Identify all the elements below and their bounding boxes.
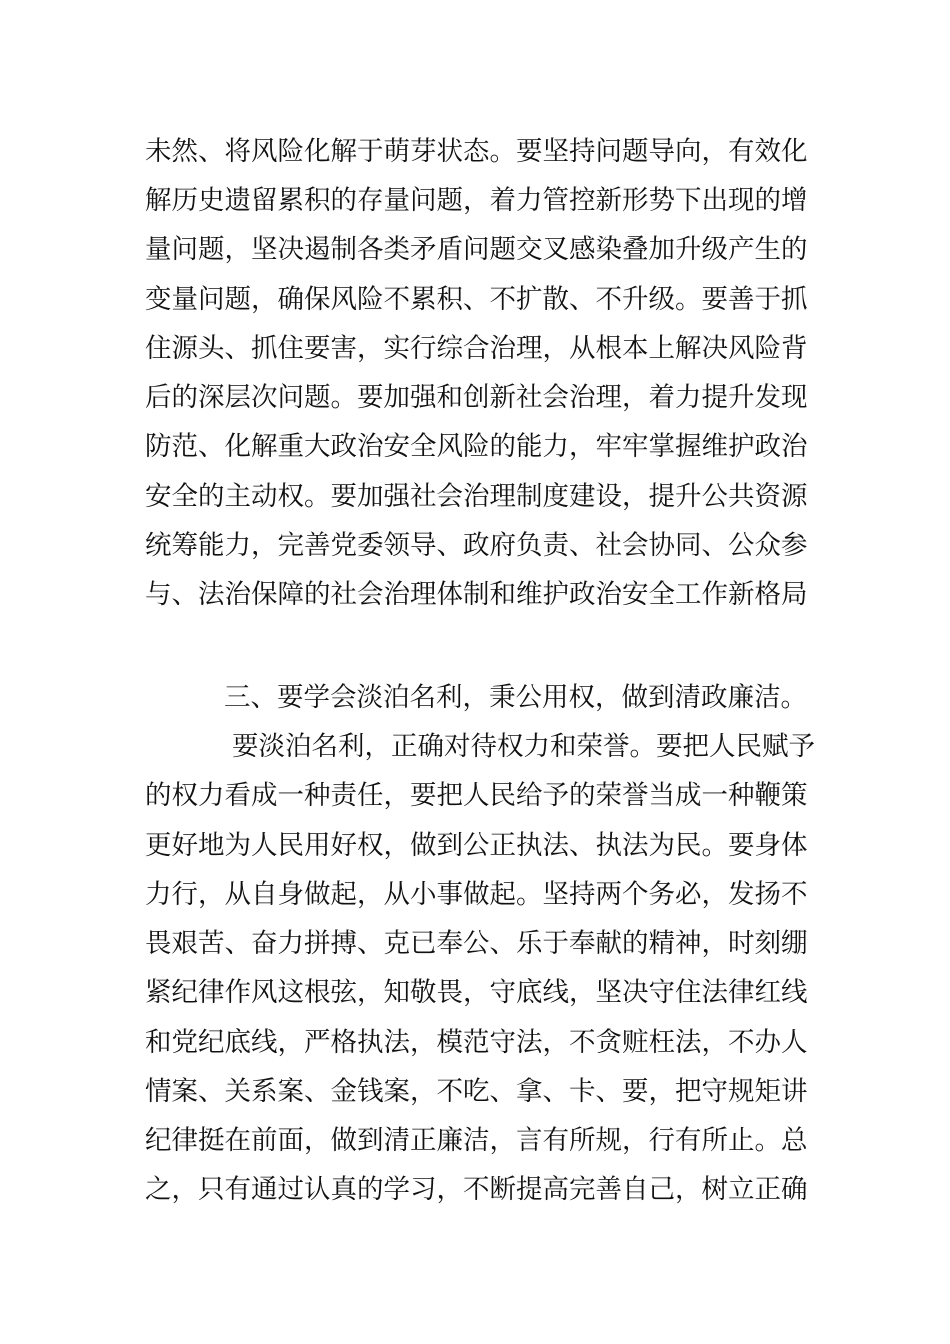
paragraph-line: 畏艰苦、奋力拼搏、克已奉公、乐于奉献的精神，时刻绷 <box>145 928 808 959</box>
paragraph-line: 变量问题，确保风险不累积、不扩散、不升级。要善于抓 <box>145 284 808 315</box>
paragraph-line: 与、法治保障的社会治理体制和维护政治安全工作新格局 <box>145 579 808 610</box>
paragraph-line: 安全的主动权。要加强社会治理制度建设，提升公共资源 <box>145 481 808 512</box>
paragraph-line: 之，只有通过认真的学习，不断提高完善自己，树立正确 <box>145 1174 808 1205</box>
paragraph-line: 解历史遗留累积的存量问题，着力管控新形势下出现的增 <box>145 185 808 216</box>
paragraph-line: 紧纪律作风这根弦，知敬畏，守底线，坚决守住法律红线 <box>145 977 808 1008</box>
paragraph-line: 和党纪底线，严格执法，模范守法，不贪赃枉法，不办人 <box>145 1027 808 1058</box>
paragraph-line: 防范、化解重大政治安全风险的能力，牢牢掌握维护政治 <box>145 431 808 462</box>
paragraph-line: 情案、关系案、金钱案，不吃、拿、卡、要，把守规矩讲 <box>145 1076 808 1107</box>
paragraph-line: 住源头、抓住要害，实行综合治理，从根本上解决风险背 <box>145 333 808 364</box>
paragraph-line: 要淡泊名利，正确对待权力和荣誉。要把人民赋予 <box>232 731 815 762</box>
paragraph-line: 统筹能力，完善党委领导、政府负责、社会协同、公众参 <box>145 530 808 561</box>
paragraph-line: 的权力看成一种责任，要把人民给予的荣誉当成一种鞭策 <box>145 780 808 811</box>
paragraph-line: 未然、将风险化解于萌芽状态。要坚持问题导向，有效化 <box>145 136 808 167</box>
paragraph-line: 量问题，坚决遏制各类矛盾问题交叉感染叠加升级产生的 <box>145 234 808 265</box>
section-heading: 三、要学会淡泊名利，秉公用权，做到清政廉洁。 <box>224 682 807 713</box>
paragraph-line: 力行，从自身做起，从小事做起。坚持两个务必，发扬不 <box>145 879 808 910</box>
paragraph-line: 纪律挺在前面，做到清正廉洁，言有所规，行有所止。总 <box>145 1125 808 1156</box>
paragraph-line: 更好地为人民用好权，做到公正执法、执法为民。要身体 <box>145 830 808 861</box>
paragraph-line: 后的深层次问题。要加强和创新社会治理，着力提升发现 <box>145 382 808 413</box>
